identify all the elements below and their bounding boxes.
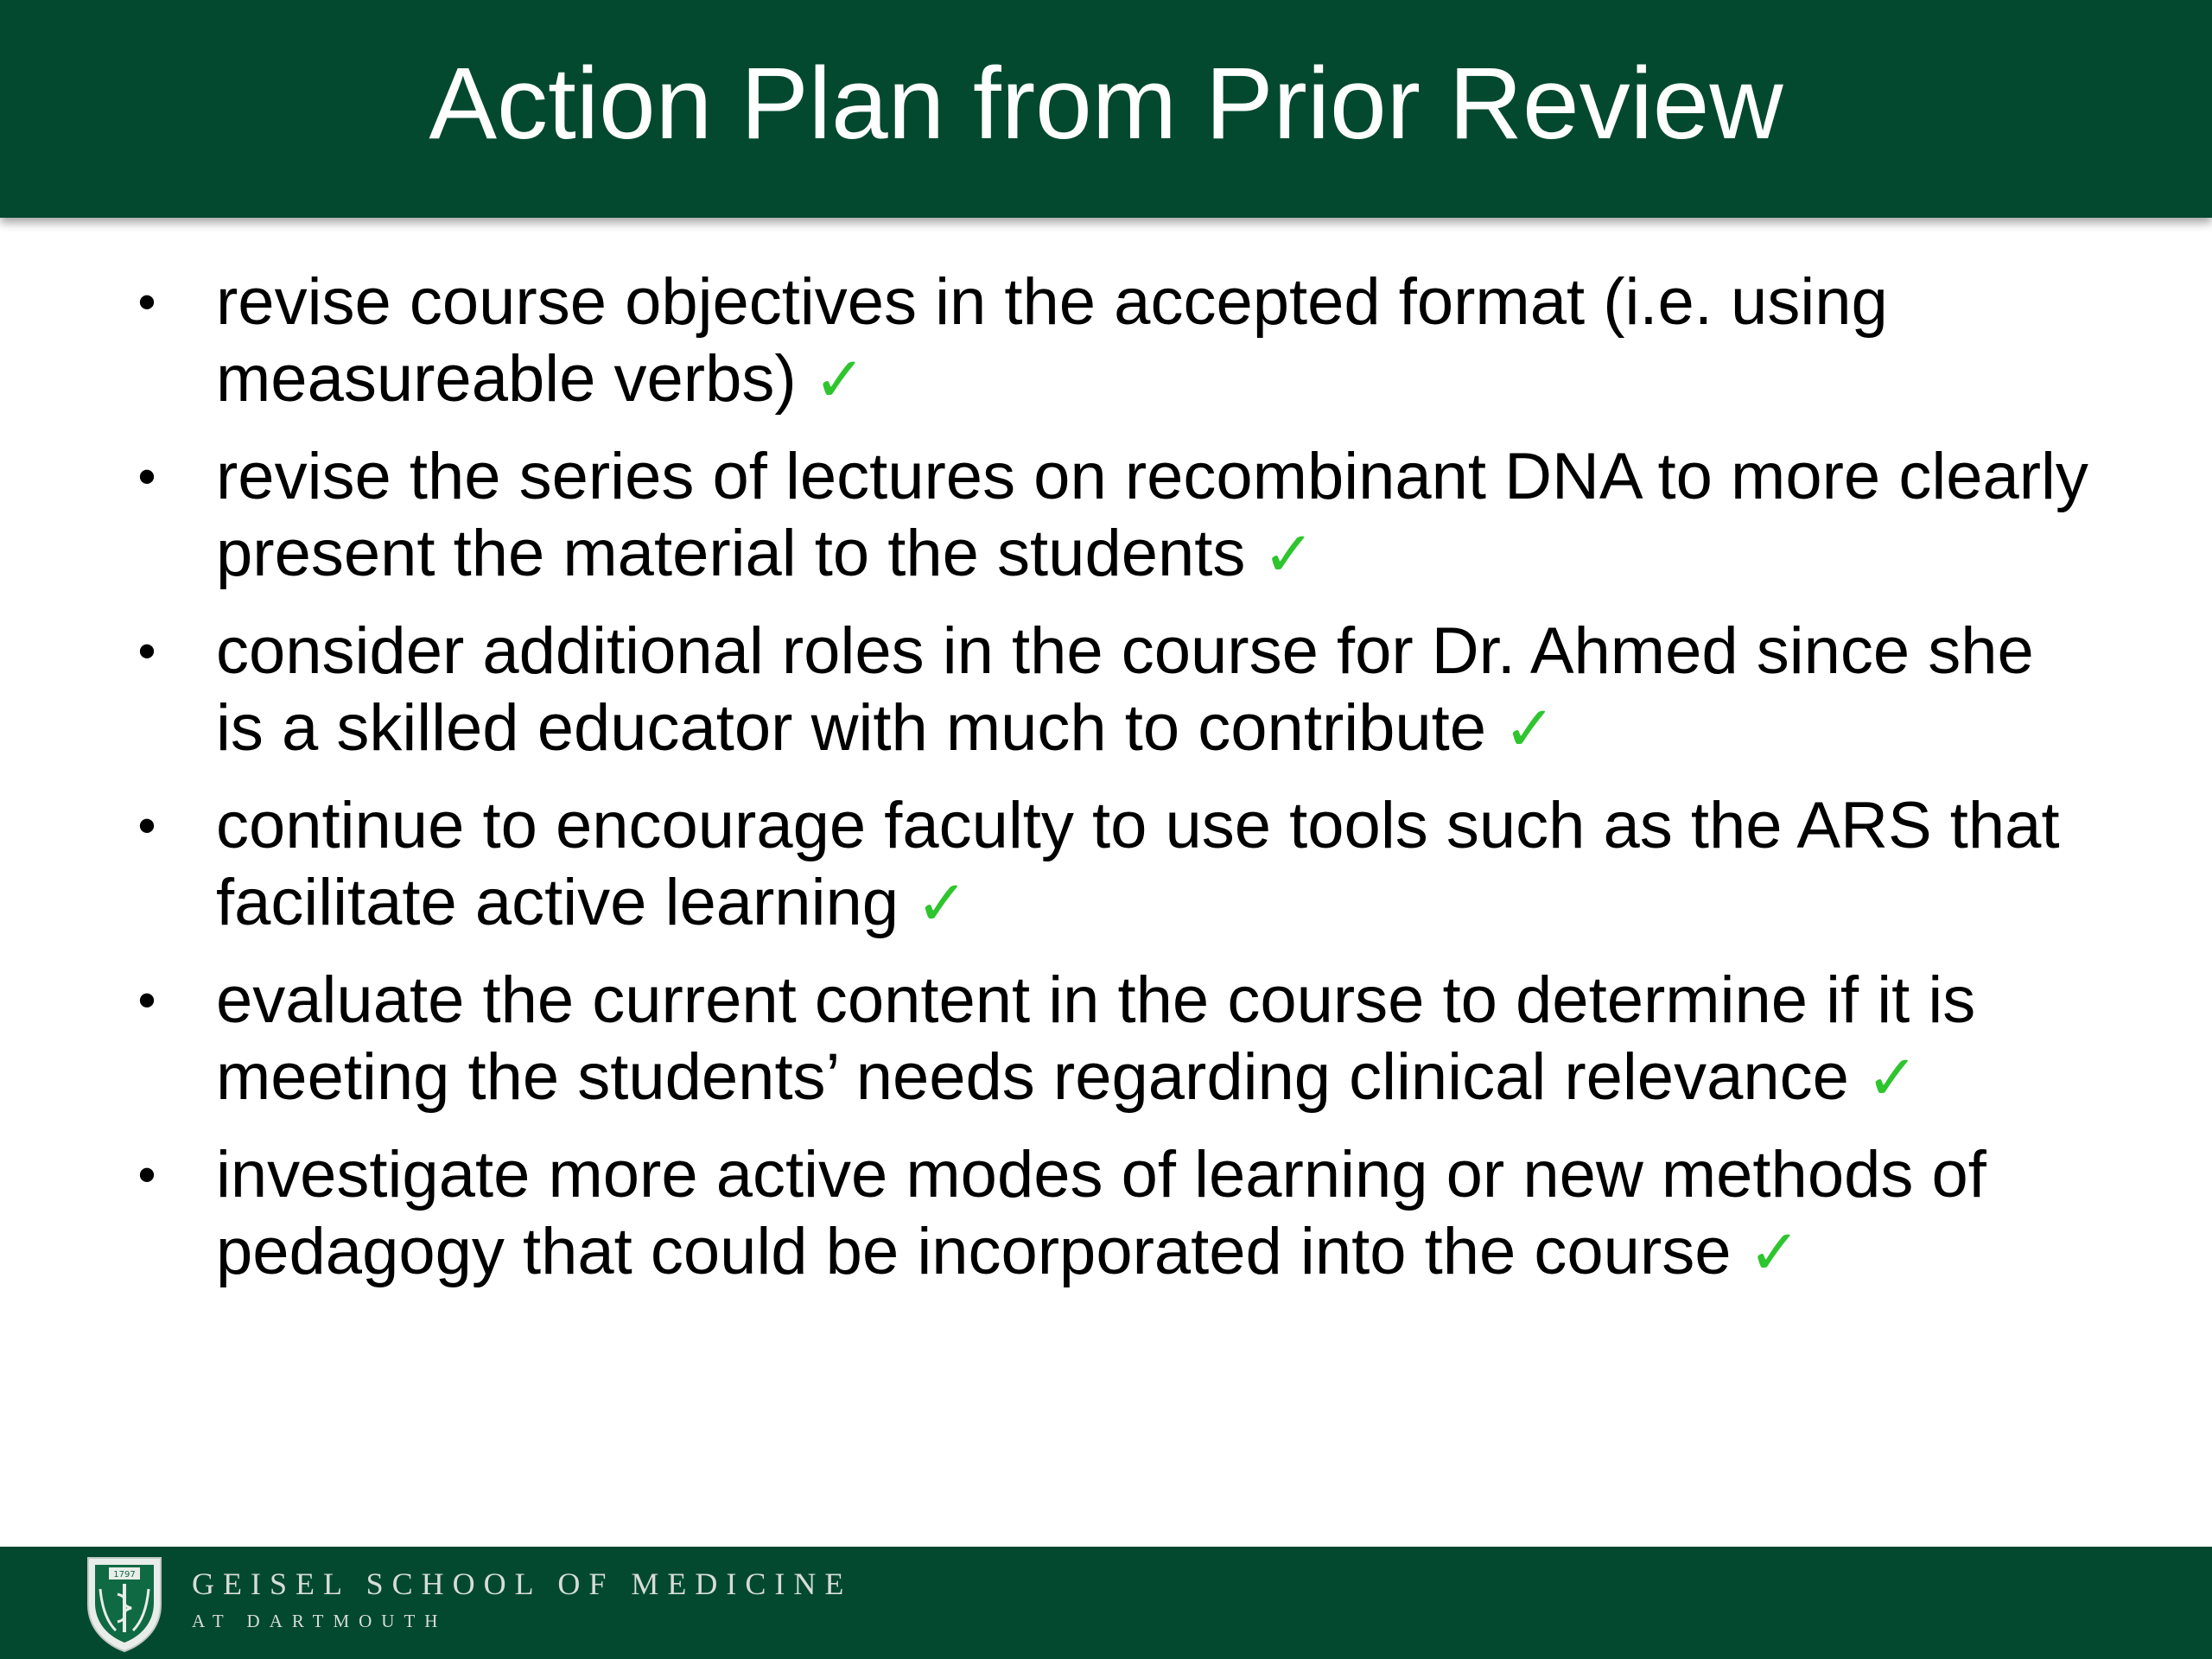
bullet-icon: •	[137, 622, 156, 680]
bullet-icon: •	[137, 1146, 156, 1204]
bullet-item	[130, 264, 2091, 418]
bullet-text: revise the series of lectures on recombinant DNA to more clearly present the material to the students	[216, 440, 2088, 590]
shield-seal-icon	[83, 1553, 166, 1655]
school-subtitle: AT DARTMOUTH	[192, 1611, 448, 1631]
slide-title: Action Plan from Prior Review	[429, 47, 1783, 161]
bullet-item	[130, 438, 2091, 593]
checkmark-icon: ✓	[1262, 518, 1315, 590]
bullet-text: investigate more active modes of learning or new methods of pedagogy that could be incorporated into the course	[216, 1138, 1986, 1288]
bullet-text: evaluate the current content in the course to determine if it is meeting the students’ needs regarding clinical relevance	[216, 963, 1976, 1114]
bullet-icon: •	[137, 273, 156, 331]
bullet-icon: •	[137, 448, 156, 505]
checkmark-icon: ✓	[813, 343, 866, 416]
bullet-text: revise course objectives in the accepted format (i.e. using measureable verbs)	[216, 265, 1888, 416]
slide-content	[130, 264, 2091, 1311]
bullet-list	[130, 264, 2091, 1291]
bullet-item	[130, 1136, 2091, 1291]
checkmark-icon: ✓	[915, 867, 969, 939]
bullet-text: consider additional roles in the course for Dr. Ahmed since she is a skilled educator with much to contribute	[216, 614, 2034, 765]
bullet-item	[130, 787, 2091, 942]
school-name: GEISEL SCHOOL OF MEDICINE	[192, 1567, 853, 1601]
title-bar	[0, 0, 2212, 218]
checkmark-icon: ✓	[1503, 692, 1556, 765]
footer-bar	[0, 1547, 2212, 1659]
bullet-icon: •	[137, 971, 156, 1029]
bullet-icon: •	[137, 797, 156, 855]
checkmark-icon: ✓	[1748, 1216, 1801, 1288]
bullet-item	[130, 613, 2091, 767]
bullet-text: continue to encourage faculty to use tools such as the ARS that facilitate active learning	[216, 789, 2060, 939]
seal-year: 1797	[113, 1570, 136, 1580]
bullet-item	[130, 962, 2091, 1116]
checkmark-icon: ✓	[1866, 1041, 1919, 1114]
